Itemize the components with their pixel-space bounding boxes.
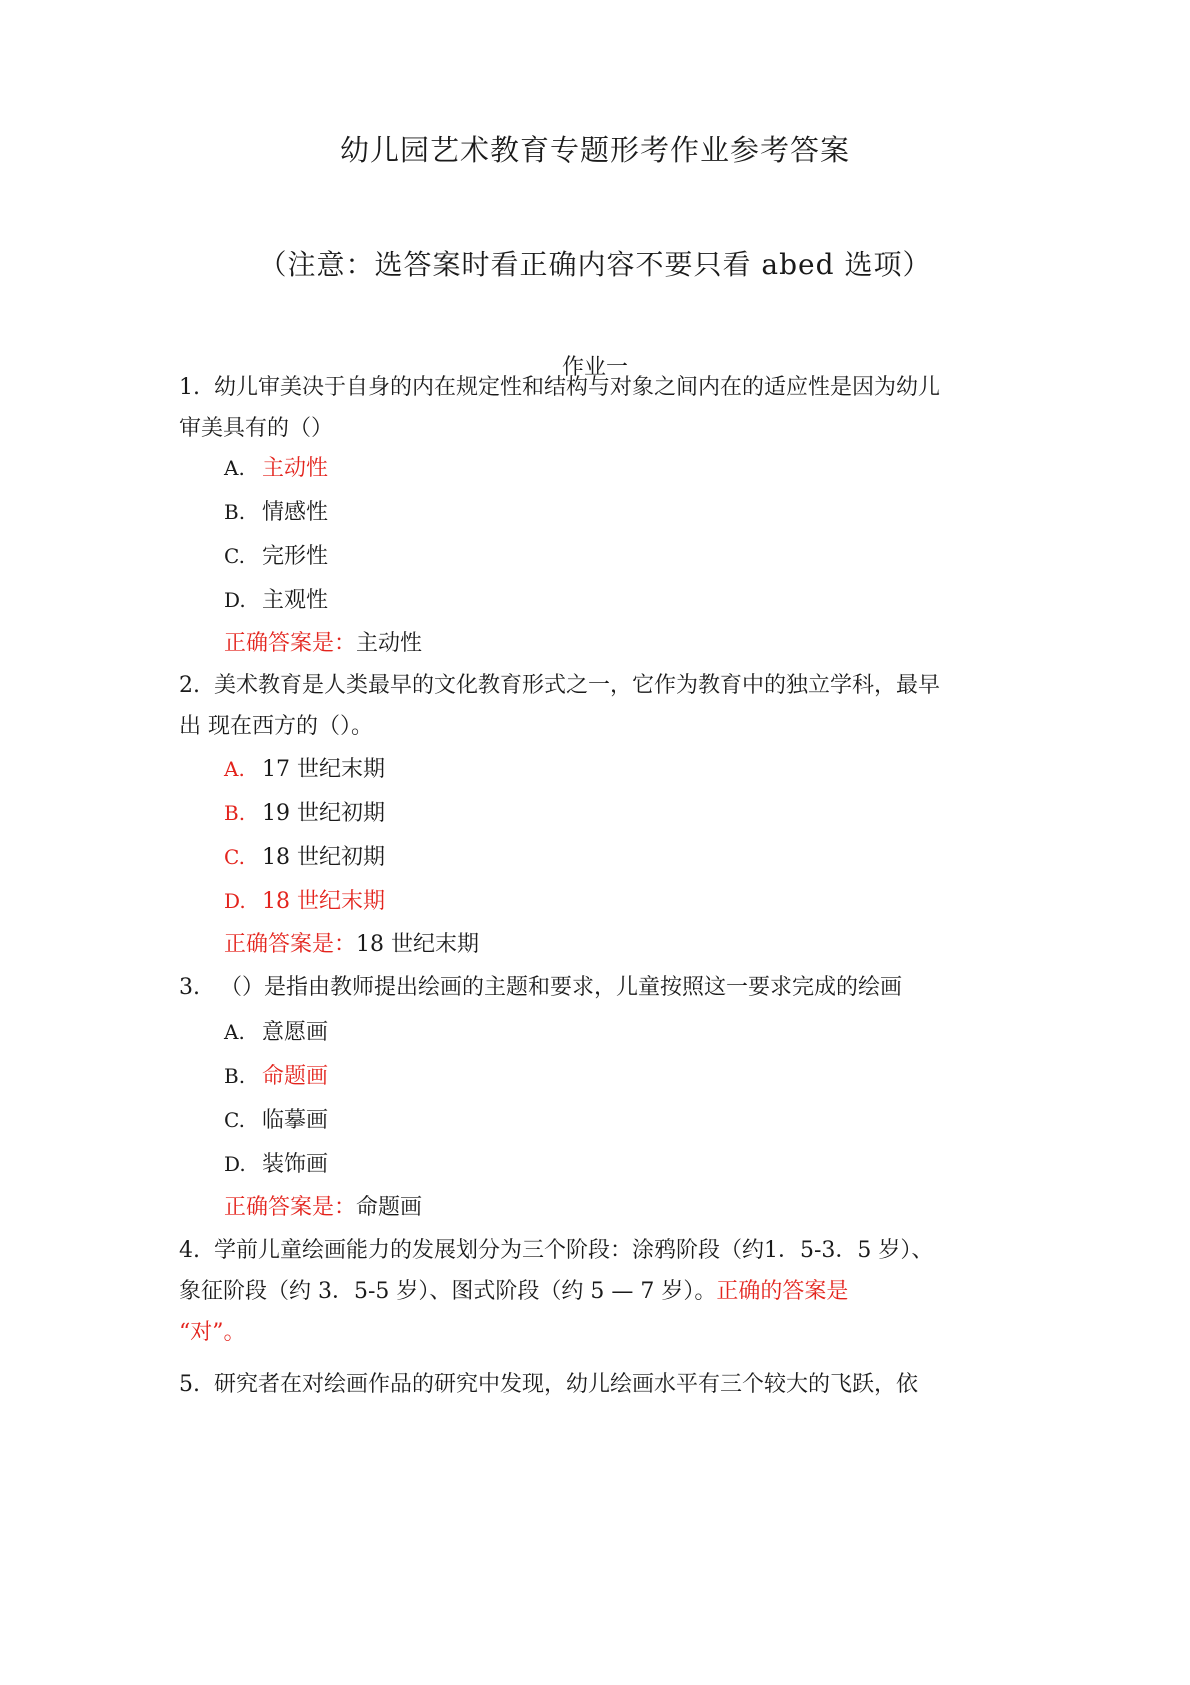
option-text: 命题画 bbox=[262, 1064, 329, 1089]
q3-option-b bbox=[224, 1061, 328, 1092]
question-1 bbox=[179, 367, 1019, 449]
option-letter: D. bbox=[224, 1152, 246, 1176]
question-3-line-1 bbox=[179, 967, 1019, 1008]
option-letter: A. bbox=[224, 456, 245, 480]
question-text: 美术教育是人类最早的文化教育形式之一，它作为教育中的独立学科，最早 bbox=[214, 673, 941, 698]
option-text: 意愿画 bbox=[262, 1020, 329, 1045]
option-text: 装饰画 bbox=[262, 1152, 329, 1177]
answer-label: 正确答案是： bbox=[224, 932, 357, 957]
option-letter: B. bbox=[224, 1064, 246, 1088]
answer-value: 命题画 bbox=[356, 1195, 423, 1220]
q2-option-d bbox=[224, 886, 385, 917]
option-letter: D. bbox=[224, 588, 246, 612]
question-1-line-2: 审美具有的（） bbox=[179, 416, 334, 441]
option-letter: B. bbox=[224, 801, 246, 825]
option-letter: C. bbox=[224, 845, 245, 869]
option-letter: A. bbox=[224, 1020, 245, 1044]
q3-answer bbox=[224, 1193, 422, 1223]
q3-option-d bbox=[224, 1149, 328, 1180]
q3-option-a bbox=[224, 1017, 328, 1048]
q2-answer bbox=[224, 930, 479, 960]
q1-option-c bbox=[224, 541, 328, 572]
q2-option-a bbox=[224, 754, 385, 785]
question-text: 学前儿童绘画能力的发展划分为三个阶段：涂鸦阶段（约1．5-3．5 岁）、 bbox=[214, 1238, 934, 1263]
q2-option-b bbox=[224, 798, 385, 829]
option-letter: C. bbox=[224, 1108, 245, 1132]
q1-answer bbox=[224, 629, 422, 659]
question-2 bbox=[179, 665, 1019, 747]
question-text: （）是指由教师提出绘画的主题和要求，儿童按照这一要求完成的绘画 bbox=[220, 975, 903, 1000]
q2-option-c bbox=[224, 842, 385, 873]
question-number: 2. bbox=[179, 673, 200, 698]
question-text: 幼儿审美决于自身的内在规定性和结构与对象之间内在的适应性是因为幼儿 bbox=[214, 375, 941, 400]
question-4-answer-value: “对”。 bbox=[179, 1320, 246, 1345]
document-subtitle: （注意：选答案时看正确内容不要只看 abed 选项） bbox=[258, 248, 932, 281]
option-letter: B. bbox=[224, 500, 246, 524]
question-number: 5. bbox=[179, 1372, 200, 1397]
option-letter: A. bbox=[224, 757, 245, 781]
q3-option-c bbox=[224, 1105, 328, 1136]
section-heading: 作业一 bbox=[561, 355, 628, 380]
option-text: 18 世纪初期 bbox=[262, 845, 385, 870]
q1-option-d bbox=[224, 585, 328, 616]
option-letter: D. bbox=[224, 889, 246, 913]
answer-label: 正确的答案是 bbox=[716, 1279, 849, 1304]
answer-label: 正确答案是： bbox=[224, 1195, 357, 1220]
option-text: 主动性 bbox=[262, 456, 329, 481]
question-4 bbox=[179, 1230, 1019, 1353]
question-number: 3. bbox=[179, 975, 200, 1000]
option-text: 情感性 bbox=[262, 500, 329, 525]
option-text: 19 世纪初期 bbox=[262, 801, 385, 826]
question-number: 1. bbox=[179, 375, 200, 400]
option-text: 18 世纪末期 bbox=[262, 889, 385, 914]
question-2-line-2: 出 现在西方的（）。 bbox=[179, 714, 373, 739]
answer-value: 主动性 bbox=[356, 631, 423, 656]
document-title: 幼儿园艺术教育专题形考作业参考答案 bbox=[339, 133, 850, 167]
answer-value: 18 世纪末期 bbox=[356, 932, 480, 957]
q1-option-b bbox=[224, 497, 328, 528]
option-text: 完形性 bbox=[262, 544, 329, 569]
question-5-line-1 bbox=[179, 1364, 1019, 1405]
q1-option-a bbox=[224, 453, 328, 484]
question-3 bbox=[179, 967, 1019, 1008]
option-text: 临摹画 bbox=[262, 1108, 329, 1133]
question-4-line-2 bbox=[179, 1271, 1019, 1312]
option-text: 17 世纪末期 bbox=[262, 757, 385, 782]
option-letter: C. bbox=[224, 544, 245, 568]
question-text: 象征阶段（约 3．5-5 岁）、图式阶段（约 5 — 7 岁）。 bbox=[179, 1279, 717, 1304]
question-number: 4. bbox=[179, 1238, 200, 1263]
question-4-line-1 bbox=[179, 1230, 1019, 1271]
answer-label: 正确答案是： bbox=[224, 631, 357, 656]
question-1-line-1 bbox=[179, 367, 1019, 408]
question-text: 研究者在对绘画作品的研究中发现，幼儿绘画水平有三个较大的飞跃，依 bbox=[214, 1372, 919, 1397]
question-2-line-1 bbox=[179, 665, 1019, 706]
option-text: 主观性 bbox=[262, 588, 329, 613]
question-5 bbox=[179, 1364, 1019, 1405]
